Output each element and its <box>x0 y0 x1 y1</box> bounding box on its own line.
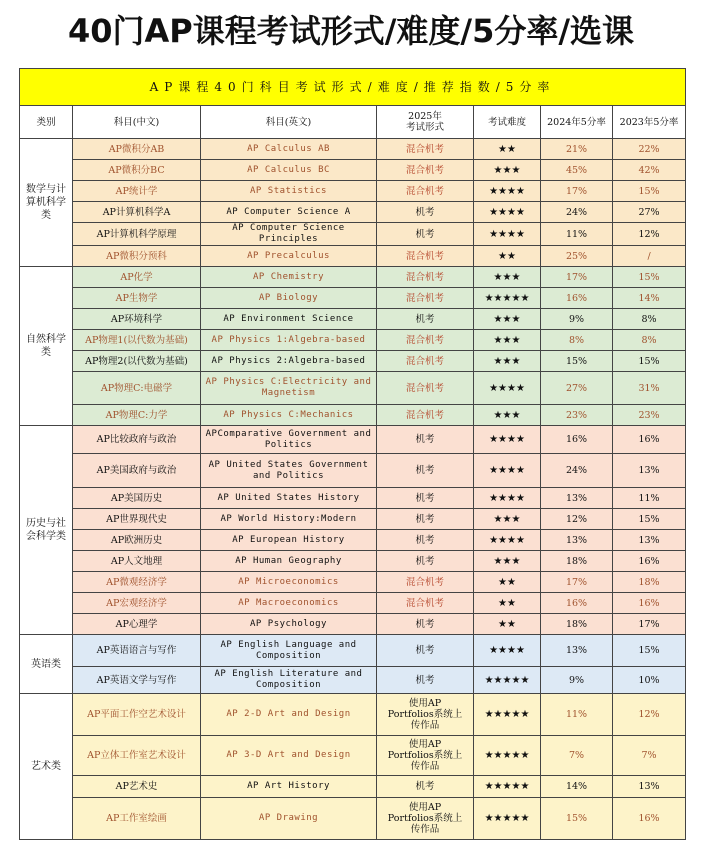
subject-en-cell: AP Environment Science <box>201 309 377 330</box>
difficulty-stars: ★★★ <box>474 551 541 572</box>
difficulty-stars: ★★★★ <box>474 488 541 509</box>
rate-2023-cell: 10% <box>613 667 686 694</box>
exam-format-cell: 机考 <box>377 530 474 551</box>
difficulty-stars: ★★★ <box>474 160 541 181</box>
subject-en-cell: AP Macroeconomics <box>201 593 377 614</box>
exam-format-cell: 机考 <box>377 635 474 667</box>
exam-format-cell: 使用AP Portfolios系统上 传作品 <box>377 798 474 840</box>
subject-cn-cell: AP欧洲历史 <box>73 530 201 551</box>
table-row <box>20 509 686 530</box>
table-row <box>20 309 686 330</box>
difficulty-stars: ★★★★ <box>474 202 541 223</box>
rate-2024-cell: 24% <box>541 202 613 223</box>
difficulty-stars: ★★ <box>474 572 541 593</box>
rate-2023-cell: 16% <box>613 593 686 614</box>
subject-cn-cell: AP心理学 <box>73 614 201 635</box>
rate-2023-cell: 8% <box>613 330 686 351</box>
rate-2024-cell: 17% <box>541 267 613 288</box>
rate-2023-cell: 15% <box>613 351 686 372</box>
difficulty-stars: ★★★★ <box>474 181 541 202</box>
rate-2023-cell: 7% <box>613 736 686 776</box>
table-row <box>20 667 686 694</box>
subject-en-cell: AP English Language and Composition <box>201 635 377 667</box>
difficulty-stars: ★★★★ <box>474 426 541 454</box>
rate-2023-cell: 16% <box>613 426 686 454</box>
rate-2024-cell: 18% <box>541 551 613 572</box>
rate-2024-cell: 16% <box>541 426 613 454</box>
subject-cn-cell: AP微观经济学 <box>73 572 201 593</box>
rate-2024-cell: 16% <box>541 593 613 614</box>
difficulty-stars: ★★★ <box>474 330 541 351</box>
rate-2024-cell: 13% <box>541 488 613 509</box>
exam-format-cell: 混合机考 <box>377 351 474 372</box>
difficulty-stars: ★★ <box>474 246 541 267</box>
subject-en-cell: AP Computer Science Principles <box>201 223 377 246</box>
exam-format-cell: 混合机考 <box>377 181 474 202</box>
subject-cn-cell: AP英语文学与写作 <box>73 667 201 694</box>
subject-cn-cell: AP人文地理 <box>73 551 201 572</box>
table-row <box>20 330 686 351</box>
rate-2024-cell: 11% <box>541 223 613 246</box>
difficulty-stars: ★★★★★ <box>474 776 541 798</box>
rate-2024-cell: 14% <box>541 776 613 798</box>
table-row <box>20 530 686 551</box>
subject-cn-cell: AP世界现代史 <box>73 509 201 530</box>
subject-cn-cell: AP物理C:电磁学 <box>73 372 201 405</box>
exam-format-cell: 使用AP Portfolios系统上 传作品 <box>377 694 474 736</box>
difficulty-stars: ★★★ <box>474 351 541 372</box>
subject-en-cell: AP United States Government and Politics <box>201 454 377 488</box>
rate-2023-cell: 12% <box>613 223 686 246</box>
table-row <box>20 551 686 572</box>
subject-en-cell: AP Computer Science A <box>201 202 377 223</box>
rate-2023-cell: 16% <box>613 798 686 840</box>
difficulty-stars: ★★ <box>474 139 541 160</box>
rate-2023-cell: 12% <box>613 694 686 736</box>
exam-format-cell: 机考 <box>377 202 474 223</box>
table-row <box>20 246 686 267</box>
exam-format-cell: 混合机考 <box>377 593 474 614</box>
exam-format-cell: 机考 <box>377 223 474 246</box>
rate-2023-cell: 11% <box>613 488 686 509</box>
table-header-row <box>20 106 686 139</box>
exam-format-cell: 机考 <box>377 509 474 530</box>
difficulty-stars: ★★ <box>474 614 541 635</box>
rate-2023-cell: 15% <box>613 181 686 202</box>
subject-en-cell: AP Drawing <box>201 798 377 840</box>
rate-2024-cell: 45% <box>541 160 613 181</box>
ap-course-table <box>19 68 686 840</box>
table-row <box>20 139 686 160</box>
table-row <box>20 593 686 614</box>
subject-en-cell: AP Physics C:Electricity and Magnetism <box>201 372 377 405</box>
rate-2023-cell: 18% <box>613 572 686 593</box>
subject-cn-cell: AP物理2(以代数为基础) <box>73 351 201 372</box>
table-row <box>20 736 686 776</box>
subject-cn-cell: AP微积分AB <box>73 139 201 160</box>
subject-cn-cell: AP统计学 <box>73 181 201 202</box>
exam-format-cell: 混合机考 <box>377 405 474 426</box>
table-row <box>20 405 686 426</box>
page-title: 40门AP课程考试形式/难度/5分率/选课 <box>67 12 635 50</box>
exam-format-cell: 混合机考 <box>377 267 474 288</box>
table-row <box>20 776 686 798</box>
rate-2024-cell: 17% <box>541 181 613 202</box>
rate-2024-cell: 24% <box>541 454 613 488</box>
table-row <box>20 267 686 288</box>
table-row <box>20 351 686 372</box>
subject-cn-cell: AP平面工作空艺术设计 <box>73 694 201 736</box>
rate-2024-cell: 16% <box>541 288 613 309</box>
difficulty-stars: ★★★★ <box>474 372 541 405</box>
subject-cn-cell: AP化学 <box>73 267 201 288</box>
rate-2023-cell: 15% <box>613 509 686 530</box>
rate-2023-cell: / <box>613 246 686 267</box>
subject-en-cell: AP Human Geography <box>201 551 377 572</box>
rate-2023-cell: 8% <box>613 309 686 330</box>
difficulty-stars: ★★★★★ <box>474 736 541 776</box>
table-row <box>20 181 686 202</box>
rate-2023-cell: 22% <box>613 139 686 160</box>
subject-en-cell: AP Biology <box>201 288 377 309</box>
subject-en-cell: AP Precalculus <box>201 246 377 267</box>
subject-en-cell: AP 2-D Art and Design <box>201 694 377 736</box>
difficulty-stars: ★★ <box>474 593 541 614</box>
exam-format-cell: 混合机考 <box>377 288 474 309</box>
subject-cn-cell: AP宏观经济学 <box>73 593 201 614</box>
table-row <box>20 572 686 593</box>
table-row <box>20 288 686 309</box>
header-difficulty: 考试难度 <box>474 106 541 139</box>
subject-en-cell: AP Calculus AB <box>201 139 377 160</box>
subject-en-cell: AP Physics C:Mechanics <box>201 405 377 426</box>
header-category: 类别 <box>20 106 73 139</box>
rate-2024-cell: 15% <box>541 798 613 840</box>
table-row <box>20 798 686 840</box>
rate-2023-cell: 17% <box>613 614 686 635</box>
exam-format-cell: 混合机考 <box>377 572 474 593</box>
table-banner: AP课程40门科目考试形式/难度/推荐指数/5分率 <box>20 69 686 106</box>
rate-2024-cell: 8% <box>541 330 613 351</box>
rate-2024-cell: 27% <box>541 372 613 405</box>
subject-en-cell: AP Physics 1:Algebra-based <box>201 330 377 351</box>
rate-2024-cell: 12% <box>541 509 613 530</box>
header-rate-2023: 2023年5分率 <box>613 106 686 139</box>
subject-en-cell: AP 3-D Art and Design <box>201 736 377 776</box>
exam-format-cell: 使用AP Portfolios系统上 传作品 <box>377 736 474 776</box>
subject-en-cell: AP English Literature and Composition <box>201 667 377 694</box>
exam-format-cell: 机考 <box>377 488 474 509</box>
subject-cn-cell: AP英语语言与写作 <box>73 635 201 667</box>
difficulty-stars: ★★★★ <box>474 454 541 488</box>
exam-format-cell: 混合机考 <box>377 246 474 267</box>
subject-cn-cell: AP物理C:力学 <box>73 405 201 426</box>
category-cell: 英语类 <box>20 635 73 694</box>
subject-cn-cell: AP生物学 <box>73 288 201 309</box>
exam-format-cell: 混合机考 <box>377 330 474 351</box>
rate-2024-cell: 21% <box>541 139 613 160</box>
rate-2024-cell: 18% <box>541 614 613 635</box>
subject-en-cell: AP Psychology <box>201 614 377 635</box>
subject-cn-cell: AP物理1(以代数为基础) <box>73 330 201 351</box>
rate-2024-cell: 9% <box>541 309 613 330</box>
subject-cn-cell: AP计算机科学A <box>73 202 201 223</box>
rate-2023-cell: 14% <box>613 288 686 309</box>
rate-2024-cell: 11% <box>541 694 613 736</box>
table-row <box>20 488 686 509</box>
subject-cn-cell: AP美国历史 <box>73 488 201 509</box>
difficulty-stars: ★★★ <box>474 309 541 330</box>
category-cell: 艺术类 <box>20 694 73 840</box>
table-row <box>20 223 686 246</box>
subject-cn-cell: AP微积分预科 <box>73 246 201 267</box>
subject-en-cell: AP Art History <box>201 776 377 798</box>
subject-en-cell: AP World History:Modern <box>201 509 377 530</box>
difficulty-stars: ★★★★★ <box>474 667 541 694</box>
rate-2023-cell: 31% <box>613 372 686 405</box>
exam-format-cell: 机考 <box>377 426 474 454</box>
exam-format-cell: 机考 <box>377 551 474 572</box>
rate-2024-cell: 15% <box>541 351 613 372</box>
rate-2024-cell: 17% <box>541 572 613 593</box>
rate-2023-cell: 15% <box>613 267 686 288</box>
subject-en-cell: AP Chemistry <box>201 267 377 288</box>
ap-course-table-container <box>19 68 685 840</box>
difficulty-stars: ★★★ <box>474 267 541 288</box>
table-banner-row <box>20 69 686 106</box>
table-row <box>20 160 686 181</box>
table-row <box>20 372 686 405</box>
subject-cn-cell: AP比较政府与政治 <box>73 426 201 454</box>
table-row <box>20 454 686 488</box>
rate-2023-cell: 15% <box>613 635 686 667</box>
rate-2023-cell: 27% <box>613 202 686 223</box>
difficulty-stars: ★★★★★ <box>474 288 541 309</box>
subject-en-cell: AP Statistics <box>201 181 377 202</box>
category-cell: 数学与计 算机科学 类 <box>20 139 73 267</box>
subject-cn-cell: AP微积分BC <box>73 160 201 181</box>
subject-cn-cell: AP立体工作室艺术设计 <box>73 736 201 776</box>
rate-2023-cell: 13% <box>613 776 686 798</box>
exam-format-cell: 混合机考 <box>377 160 474 181</box>
rate-2023-cell: 23% <box>613 405 686 426</box>
rate-2024-cell: 13% <box>541 635 613 667</box>
difficulty-stars: ★★★★ <box>474 223 541 246</box>
difficulty-stars: ★★★★ <box>474 635 541 667</box>
exam-format-cell: 机考 <box>377 667 474 694</box>
subject-en-cell: AP Calculus BC <box>201 160 377 181</box>
rate-2023-cell: 13% <box>613 454 686 488</box>
header-subject-cn: 科目(中文) <box>73 106 201 139</box>
rate-2024-cell: 23% <box>541 405 613 426</box>
rate-2023-cell: 42% <box>613 160 686 181</box>
header-exam-format: 2025年 考试形式 <box>377 106 474 139</box>
rate-2024-cell: 25% <box>541 246 613 267</box>
subject-en-cell: AP United States History <box>201 488 377 509</box>
subject-en-cell: AP Microeconomics <box>201 572 377 593</box>
subject-en-cell: AP European History <box>201 530 377 551</box>
table-row <box>20 635 686 667</box>
subject-cn-cell: AP计算机科学原理 <box>73 223 201 246</box>
rate-2024-cell: 13% <box>541 530 613 551</box>
subject-cn-cell: AP美国政府与政治 <box>73 454 201 488</box>
category-cell: 自然科学 类 <box>20 267 73 426</box>
exam-format-cell: 混合机考 <box>377 139 474 160</box>
rate-2023-cell: 16% <box>613 551 686 572</box>
difficulty-stars: ★★★★ <box>474 530 541 551</box>
difficulty-stars: ★★★★★ <box>474 694 541 736</box>
table-row <box>20 426 686 454</box>
exam-format-cell: 机考 <box>377 454 474 488</box>
header-subject-en: 科目(英文) <box>201 106 377 139</box>
subject-cn-cell: AP环境科学 <box>73 309 201 330</box>
difficulty-stars: ★★★★★ <box>474 798 541 840</box>
exam-format-cell: 机考 <box>377 776 474 798</box>
table-row <box>20 694 686 736</box>
category-cell: 历史与社 会科学类 <box>20 426 73 635</box>
subject-en-cell: APComparative Government and Politics <box>201 426 377 454</box>
difficulty-stars: ★★★ <box>474 509 541 530</box>
rate-2024-cell: 9% <box>541 667 613 694</box>
rate-2024-cell: 7% <box>541 736 613 776</box>
exam-format-cell: 机考 <box>377 309 474 330</box>
header-rate-2024: 2024年5分率 <box>541 106 613 139</box>
subject-cn-cell: AP艺术史 <box>73 776 201 798</box>
table-row <box>20 614 686 635</box>
exam-format-cell: 机考 <box>377 614 474 635</box>
rate-2023-cell: 13% <box>613 530 686 551</box>
table-row <box>20 202 686 223</box>
exam-format-cell: 混合机考 <box>377 372 474 405</box>
subject-en-cell: AP Physics 2:Algebra-based <box>201 351 377 372</box>
difficulty-stars: ★★★ <box>474 405 541 426</box>
subject-cn-cell: AP工作室绘画 <box>73 798 201 840</box>
